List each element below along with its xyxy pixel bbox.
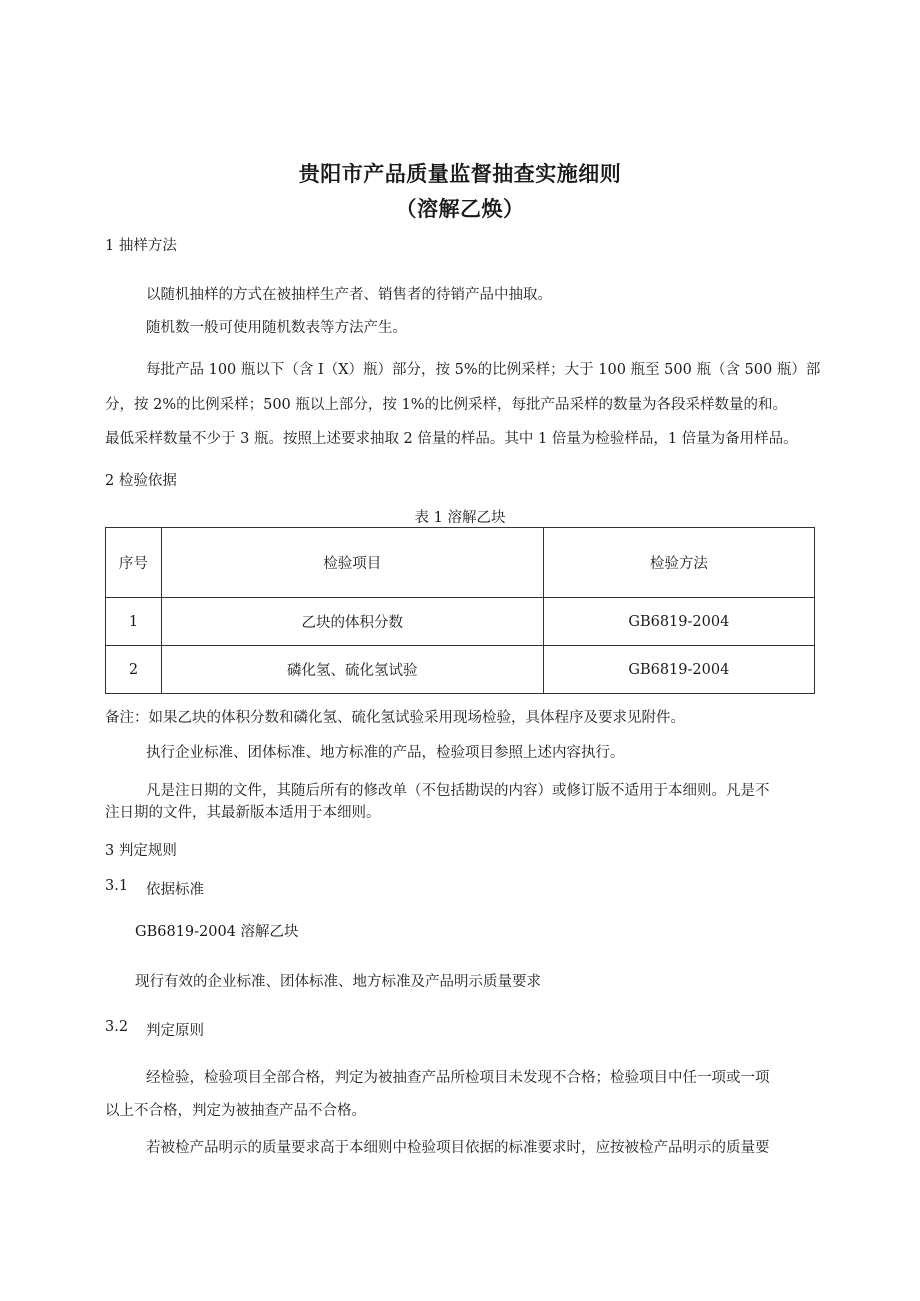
section-3-heading: 3 判定规则 xyxy=(105,843,177,859)
standard-1: GB6819-2004 溶解乙块 xyxy=(135,924,299,940)
table-caption: 表 1 溶解乙块 xyxy=(414,510,506,526)
document-subtitle: （溶解乙焕） xyxy=(395,197,525,221)
section-2-heading: 2 检验依据 xyxy=(105,473,177,489)
table-header-row xyxy=(106,528,815,598)
subsection-3-2-number: 3.2 xyxy=(105,1019,129,1035)
table-cell: 1 xyxy=(106,598,162,646)
document-title: 贵阳市产品质量监督抽查实施细则 xyxy=(298,162,622,186)
section-1-paragraph-2: 随机数一般可使用随机数表等方法产生。 xyxy=(146,320,407,336)
table-note: 备注：如果乙块的体积分数和磷化氢、硫化氢试验采用现场检验，具体程序及要求见附件。 xyxy=(105,710,685,726)
section-2-paragraph-2-line-2: 注日期的文件，其最新版本适用于本细则。 xyxy=(105,805,381,821)
section-1-paragraph-3-line-1: 每批产品 100 瓶以下（含 I（X）瓶）部分，按 5%的比例采样；大于 100 瓶至 500 瓶（含 500 瓶）部 xyxy=(146,362,821,378)
section-1-heading: 1 抽样方法 xyxy=(105,238,177,254)
section-1-paragraph-3-line-2: 分，按 2%的比例采样；500 瓶以上部分，按 1%的比例采样，每批产品采样的数量为各段采样数量的和。 xyxy=(105,397,788,413)
table-header-cell: 检验方法 xyxy=(543,528,814,598)
subsection-3-1-number: 3.1 xyxy=(105,878,129,894)
section-3-paragraph-2-line-1: 若被检产品明示的质量要求高于本细则中检验项目依据的标准要求时，应按被检产品明示的质量要 xyxy=(146,1140,770,1156)
section-1-paragraph-1: 以随机抽样的方式在被抽样生产者、销售者的待销产品中抽取。 xyxy=(146,287,552,303)
section-3-paragraph-1-line-1: 经检验，检验项目全部合格，判定为被抽查产品所检项目未发现不合格；检验项目中任一项或一项 xyxy=(146,1070,770,1086)
table-cell: 2 xyxy=(106,646,162,694)
table-header-cell: 序号 xyxy=(106,528,162,598)
table-cell: GB6819-2004 xyxy=(543,598,814,646)
table-cell: 磷化氢、硫化氢试验 xyxy=(161,646,543,694)
standard-2: 现行有效的企业标准、团体标准、地方标准及产品明示质量要求 xyxy=(135,974,541,990)
table-cell: 乙块的体积分数 xyxy=(161,598,543,646)
subsection-3-2-title: 判定原则 xyxy=(146,1023,204,1039)
table-row xyxy=(106,646,815,694)
inspection-table xyxy=(105,527,815,694)
table-header-cell: 检验项目 xyxy=(161,528,543,598)
table-row xyxy=(106,598,815,646)
section-2-paragraph-2-line-1: 凡是注日期的文件，其随后所有的修改单（不包括勘误的内容）或修订版不适用于本细则。凡是不 xyxy=(146,783,770,799)
table-cell: GB6819-2004 xyxy=(543,646,814,694)
section-1-paragraph-3-line-3: 最低采样数量不少于 3 瓶。按照上述要求抽取 2 倍量的样品。其中 1 倍量为检验样品，1 倍量为备用样品。 xyxy=(105,431,798,447)
section-3-paragraph-1-line-2: 以上不合格，判定为被抽查产品不合格。 xyxy=(105,1103,366,1119)
section-2-paragraph-1: 执行企业标准、团体标准、地方标准的产品，检验项目参照上述内容执行。 xyxy=(146,745,625,761)
subsection-3-1-title: 依据标准 xyxy=(146,882,204,898)
